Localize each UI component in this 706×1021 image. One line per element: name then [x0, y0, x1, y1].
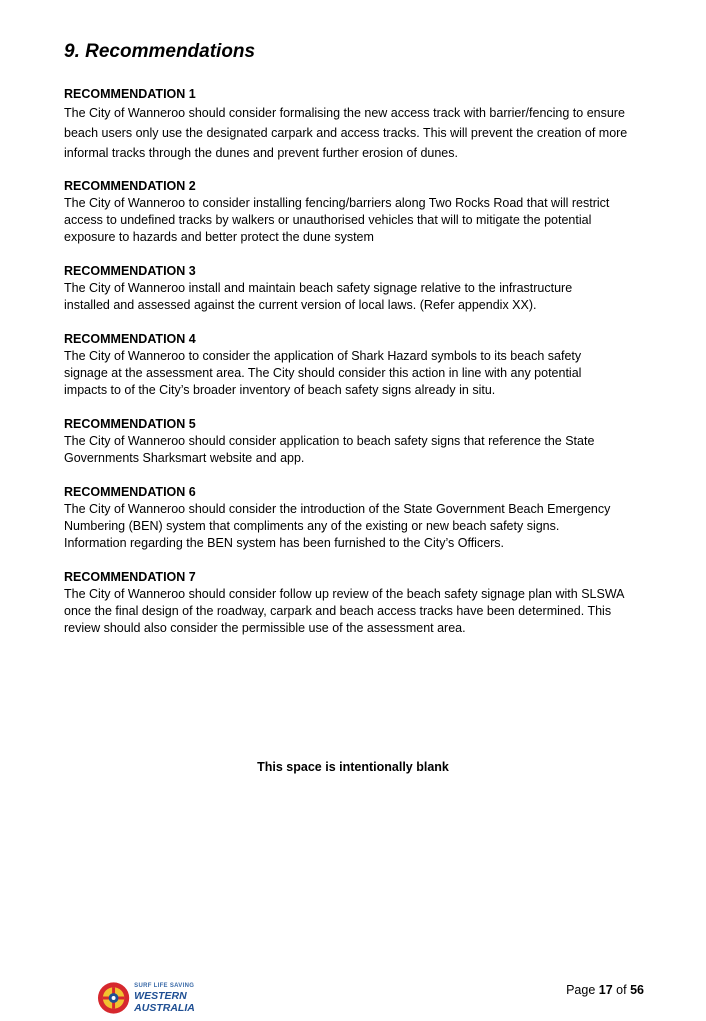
recommendation-1 [64, 86, 654, 163]
logo-small-text: SURF LIFE SAVING [134, 982, 195, 989]
page-of: of [616, 983, 627, 997]
recommendation-text-line: installed and assessed against the current version of local laws. (Refer appendix XX). [64, 298, 537, 312]
recommendation-text-line: exposure to hazards and better protect the dune system [64, 230, 374, 244]
recommendation-text-line: The City of Wanneroo should consider follow up review of the beach safety signage plan with SLSWA [64, 587, 625, 601]
logo-wordmark [134, 983, 247, 1014]
page-total: 56 [630, 983, 644, 997]
page-current: 17 [598, 983, 613, 997]
recommendation-text-line: informal tracks through the dunes and prevent further erosion of dunes. [64, 146, 458, 160]
blank-space-notice: This space is intentionally blank [257, 760, 449, 774]
recommendation-5 [64, 416, 654, 467]
slswa-logo [97, 981, 247, 1015]
recommendation-title: RECOMMENDATION 1 [64, 87, 196, 101]
recommendation-title: RECOMMENDATION 6 [64, 485, 196, 499]
recommendation-text-line: The City of Wanneroo install and maintain beach safety signage relative to the infrastructure [64, 281, 573, 295]
recommendation-text-line: impacts to of the City’s broader inventory of beach safety signs already in situ. [64, 383, 496, 397]
page-number [566, 983, 644, 997]
recommendation-7 [64, 569, 654, 637]
recommendation-text-line: The City of Wanneroo should consider the introduction of the State Government Beach Emergency [64, 502, 611, 516]
recommendation-text-line: The City of Wanneroo should consider formalising the new access track with barrier/fencing to ensure [64, 106, 625, 120]
recommendation-text-line: Governments Sharksmart website and app. [64, 451, 305, 465]
recommendation-text-line: beach users only use the designated carpark and access tracks. This will prevent the creation of more [64, 126, 628, 140]
page-prefix: Page [566, 983, 596, 997]
recommendation-text-line: Numbering (BEN) system that compliments any of the existing or new beach safety signs. [64, 519, 560, 533]
recommendation-text-line: signage at the assessment area. The City should consider this action in line with any potential [64, 366, 582, 380]
recommendation-text-line: review should also consider the permissible use of the assessment area. [64, 621, 466, 635]
recommendation-title: RECOMMENDATION 4 [64, 332, 196, 346]
surf-life-saving-badge-icon [97, 981, 130, 1015]
recommendation-text-line: The City of Wanneroo to consider installing fencing/barriers along Two Rocks Road that will restrict [64, 196, 610, 210]
recommendation-6 [64, 484, 654, 552]
logo-big-text: WESTERN AUSTRALIA [134, 989, 195, 1014]
recommendation-3 [64, 263, 654, 314]
recommendation-title: RECOMMENDATION 3 [64, 264, 196, 278]
recommendations-list [64, 86, 654, 654]
recommendation-text-line: once the final design of the roadway, carpark and beach access tracks have been determined. This [64, 604, 612, 618]
recommendation-title: RECOMMENDATION 5 [64, 417, 196, 431]
recommendation-text-line: The City of Wanneroo should consider application to beach safety signs that reference the State [64, 434, 595, 448]
recommendation-2 [64, 178, 654, 246]
recommendation-text-line: access to undefined tracks by walkers or unauthorised vehicles that will to mitigate the potential [64, 213, 592, 227]
recommendation-text-line: The City of Wanneroo to consider the application of Shark Hazard symbols to its beach safety [64, 349, 582, 363]
recommendation-4 [64, 331, 654, 399]
recommendation-text-line: Information regarding the BEN system has been furnished to the City’s Officers. [64, 536, 505, 550]
recommendation-title: RECOMMENDATION 2 [64, 179, 196, 193]
section-heading: 9. Recommendations [64, 41, 256, 62]
recommendation-title: RECOMMENDATION 7 [64, 570, 196, 584]
